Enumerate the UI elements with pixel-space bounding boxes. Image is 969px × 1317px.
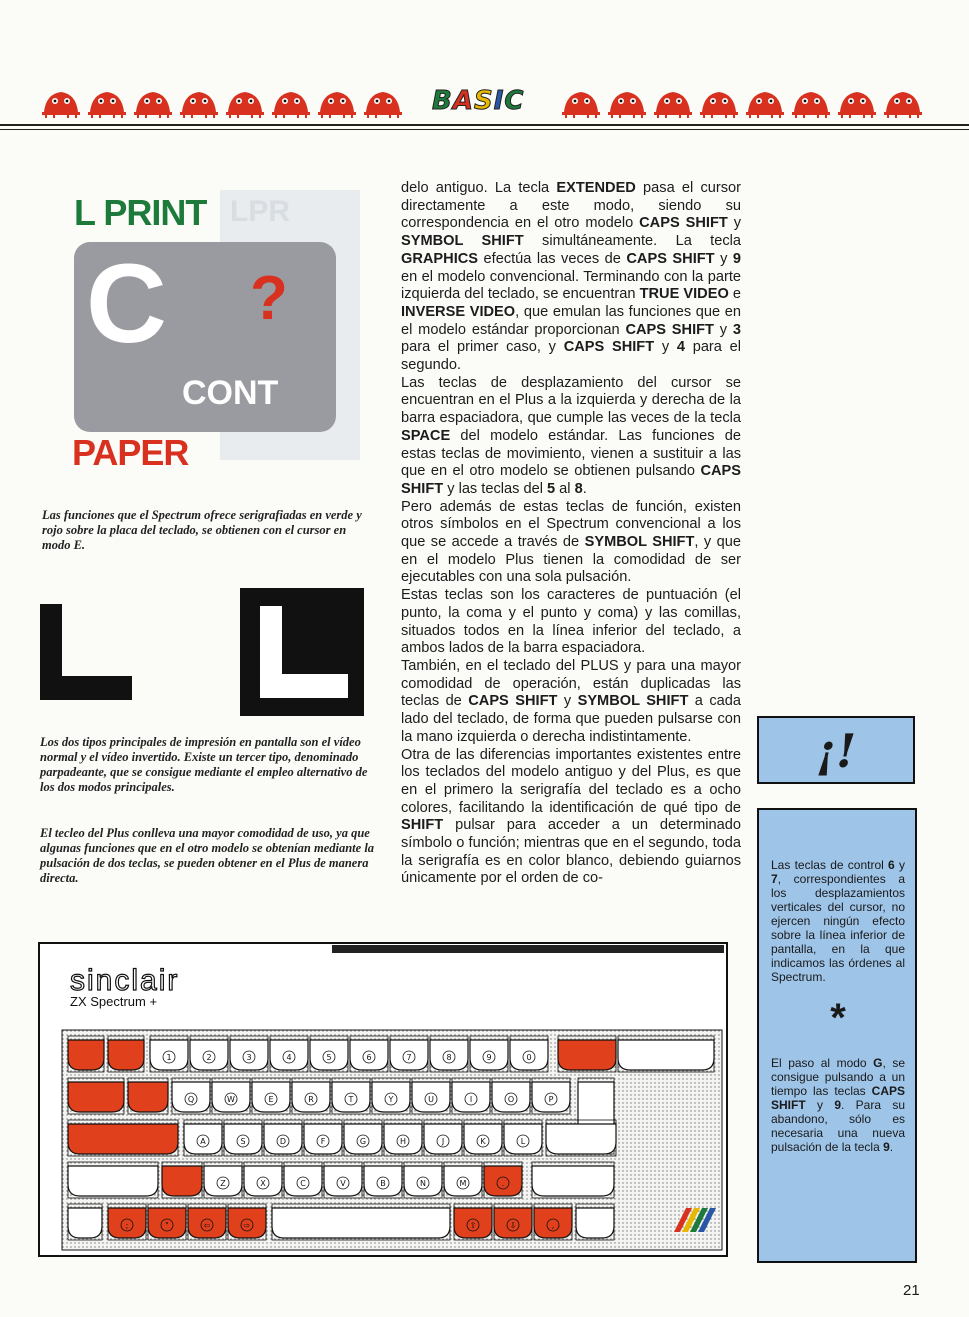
extend-key	[68, 1120, 178, 1156]
paragraph: Pero además de estas teclas de función, existen otros símbolos en el Spectrum convencional a los que se accede a través de SYMBOL SHIFT, y que en el modelo Plus tienen la comodidad de ser ejecutables con una sola pulsación.	[401, 498, 741, 586]
letter-key	[384, 1120, 422, 1156]
key-name: 8	[574, 480, 583, 497]
key-label: E	[268, 1095, 274, 1104]
sidebar-title: ¡!	[815, 724, 857, 778]
letter-key	[204, 1162, 242, 1198]
key-name: 9	[732, 250, 742, 267]
cursor-right-key	[228, 1204, 266, 1240]
key-label: ⇧	[469, 1221, 477, 1230]
key-label: I	[469, 1095, 473, 1104]
paragraph: También, en el teclado del PLUS y para una mayor comodidad de operación, están duplicadas las teclas de CAPS SHIFT y SYMBOL SHIFT a cada lado del teclado, de forma que pueden pulsarse con la mano izquierda o derecha indistintamente.	[401, 657, 742, 745]
basic-logo	[432, 86, 524, 116]
crab-icon	[178, 86, 220, 118]
key-label: ,	[551, 1221, 555, 1230]
key-label: M	[459, 1179, 467, 1188]
caption-2: Los dos tipos principales de impresión en pantalla son el vídeo normal y el vídeo invertido. Existe un tercer tipo, denominado parpadeante, que se consigue mediante el empleo alternativo de los dos modos principales.	[40, 735, 368, 794]
key-label: ⇨	[243, 1221, 251, 1230]
asterisk-separator: *	[830, 996, 846, 1040]
key-name: GRAPHICS	[401, 250, 479, 267]
letter-key	[172, 1078, 210, 1114]
key-label: B	[380, 1179, 386, 1188]
semicolon-key	[108, 1204, 146, 1240]
logo-letter: A	[452, 86, 474, 116]
l-normal-video	[40, 604, 132, 700]
letter-key	[224, 1120, 262, 1156]
paragraph: Otra de las diferencias importantes existentes entre los teclados del modelo antiguo y del Plus, es que en el primero la serigrafía del teclado es a ocho colores, facilitando la identificación de qué tipo de SHIFT pulsar para acceder a un determinado símbolo o función; mientras que en el segundo, toda la serigrafía es en color blanco, debiendo guiarnos únicamente por el orden de co-	[401, 746, 741, 887]
l-inverse-video	[240, 588, 364, 716]
key-name: CAPS SHIFT	[625, 321, 714, 338]
logo-letter: C	[504, 86, 525, 116]
key-label: P	[548, 1095, 554, 1104]
key-name: CAPS SHIFT	[639, 215, 728, 232]
cont-label: CONT	[182, 374, 279, 412]
letter-key	[452, 1078, 490, 1114]
crab-icon	[560, 86, 602, 118]
crab-icon	[790, 86, 832, 118]
header-rule	[0, 124, 969, 126]
key-name: CAPS SHIFT	[468, 693, 558, 710]
key-label: 0	[526, 1053, 532, 1062]
letter-key	[184, 1120, 222, 1156]
key-name: 9	[834, 1098, 841, 1112]
paragraph: Las teclas de desplazamiento del cursor se encuentran en el Plus a la izquierda y derecha de la barra espaciadora, que cumple las veces de la tecla SPACE del modelo estándar. Las funciones de estas teclas de movimiento, vienen a sustituir a las que en el otro modelo se obtienen pulsando CAPS SHIFT y las teclas del 5 al 8.	[401, 374, 741, 497]
letter-key	[444, 1162, 482, 1198]
key-label: 5	[326, 1053, 332, 1062]
letter-key	[292, 1078, 330, 1114]
crab-icon	[86, 86, 128, 118]
key-label: N	[420, 1179, 426, 1188]
letter-key	[492, 1078, 530, 1114]
key-name: 3	[732, 321, 741, 338]
delete-key	[618, 1036, 714, 1072]
letter-key	[484, 1162, 522, 1198]
model-label: ZX Spectrum +	[70, 994, 158, 1009]
key-label: D	[279, 1137, 287, 1146]
letter-key	[304, 1120, 342, 1156]
key-label: 1	[166, 1053, 172, 1062]
key-name: CAPS SHIFT	[771, 1084, 905, 1112]
key-name: SYMBOL SHIFT	[584, 534, 695, 551]
crab-icon	[606, 86, 648, 118]
cursor-up-key	[454, 1204, 492, 1240]
key-label: 6	[366, 1053, 372, 1062]
article-body	[401, 180, 741, 888]
letter-key	[244, 1162, 282, 1198]
key-name: INVERSE VIDEO	[401, 303, 516, 320]
logo-letter: S	[473, 86, 494, 116]
key-name: 9	[883, 1140, 890, 1154]
number-key	[510, 1036, 548, 1072]
key-label: K	[480, 1137, 486, 1146]
extend-mode-key	[128, 1078, 168, 1114]
crab-border-left	[40, 86, 404, 118]
crab-icon	[270, 86, 312, 118]
cursor-down-key	[494, 1204, 532, 1240]
letter-key	[264, 1120, 302, 1156]
number-key	[310, 1036, 348, 1072]
crab-icon	[652, 86, 694, 118]
letter-key	[504, 1120, 542, 1156]
edit-key	[162, 1162, 202, 1198]
letter-key	[324, 1162, 362, 1198]
caption-1: Las funciones que el Spectrum ofrece serigrafiadas en verde y rojo sobre la placa del teclado, se obtienen con el cursor en modo E.	[42, 508, 362, 552]
key-label: 8	[446, 1053, 452, 1062]
key-name: 4	[676, 339, 685, 356]
key-label: T	[348, 1095, 354, 1104]
key-label: ;	[125, 1221, 129, 1230]
key-illustration	[70, 190, 370, 473]
true-video-key	[68, 1036, 104, 1072]
key-label: G	[359, 1137, 367, 1146]
key-label: 2	[206, 1053, 212, 1062]
number-key	[150, 1036, 188, 1072]
quote-key	[148, 1204, 186, 1240]
number-key	[350, 1036, 388, 1072]
key-label: 7	[406, 1053, 412, 1062]
crab-icon	[132, 86, 174, 118]
key-name: TRUE VIDEO	[639, 286, 729, 303]
sidebar-title-box	[757, 716, 915, 784]
crab-icon	[836, 86, 878, 118]
letter-key	[252, 1078, 290, 1114]
lprint-label: L PRINT	[74, 192, 207, 233]
key-label: W	[227, 1095, 235, 1104]
caption-3: El tecleo del Plus conlleva una mayor comodidad de uso, ya que algunas funciones que en el otro modelo se obtenían mediante la pulsación de dos teclas, se pueden obtener en el Plus de manera directa.	[40, 826, 375, 885]
key-name: CAPS SHIFT	[401, 463, 741, 497]
letter-key	[424, 1120, 462, 1156]
number-key	[230, 1036, 268, 1072]
header-rule-thin	[0, 129, 969, 130]
sidebar-note-2: El paso al modo G, se consigue pulsando a un tiempo las teclas CAPS SHIFT y 9. Para su abandono, sólo es necesaria una nueva pulsación de la tecla 9.	[771, 1056, 905, 1154]
break-key	[558, 1036, 616, 1072]
page-number: 21	[903, 1282, 920, 1299]
cursor-left-key	[188, 1204, 226, 1240]
ghost-text: LPR	[230, 195, 290, 228]
letter-key	[364, 1162, 402, 1198]
caps-shift-key	[68, 1162, 158, 1198]
key-label: S	[240, 1137, 246, 1146]
symbol-shift-key-right	[576, 1204, 614, 1240]
number-key	[470, 1036, 508, 1072]
key-label: 4	[286, 1053, 292, 1062]
key-label: 3	[246, 1053, 252, 1062]
key-name: SYMBOL SHIFT	[401, 233, 524, 250]
keyboard-brand-logo	[70, 964, 179, 997]
space-bar	[272, 1204, 450, 1240]
logo-letter: I	[493, 86, 505, 116]
sinclair-logo: sinclair	[70, 964, 180, 997]
number-key	[390, 1036, 428, 1072]
key-symbol: ?	[250, 264, 288, 333]
key-label: O	[507, 1095, 515, 1104]
key-label: ⇦	[203, 1221, 211, 1230]
enter-key-lower	[546, 1120, 616, 1156]
key-label: V	[340, 1179, 346, 1188]
key-name: 5	[547, 480, 556, 497]
key-label: Q	[187, 1095, 195, 1104]
key-name: SYMBOL SHIFT	[577, 693, 689, 710]
sidebar-note-1: Las teclas de control 6 y 7, correspondientes a los desplazamientos verticales del cursor, no ejercen ningún efecto sobre la línea inferior de pantalla, en la que indicamos las órdenes al Spectrum.	[771, 858, 905, 984]
key-label: L	[520, 1137, 526, 1146]
letter-key	[404, 1162, 442, 1198]
key-label: U	[428, 1095, 434, 1104]
key-label: F	[320, 1137, 326, 1146]
key-name: SHIFT	[401, 817, 444, 834]
key-name: EXTENDED	[556, 180, 636, 196]
key-name: 6	[888, 858, 895, 872]
key-label: Z	[220, 1179, 226, 1188]
number-key	[190, 1036, 228, 1072]
letter-key	[344, 1120, 382, 1156]
crab-border-right	[560, 86, 924, 118]
crab-icon	[224, 86, 266, 118]
graphics-key	[68, 1078, 124, 1114]
crab-icon	[698, 86, 740, 118]
letter-key	[212, 1078, 250, 1114]
paragraph: Estas teclas son los caracteres de puntuación (el punto, la coma y el punto y coma) y las comillas, situados todos en la línea inferior del teclado, a ambos lados de la barra espaciadora.	[401, 587, 741, 657]
key-label: "	[165, 1221, 169, 1230]
number-key	[270, 1036, 308, 1072]
key-label: X	[260, 1179, 266, 1188]
key-name: SPACE	[401, 427, 451, 444]
inverse-video-key	[108, 1036, 144, 1072]
key-label: J	[441, 1137, 445, 1146]
crab-icon	[40, 86, 82, 118]
sidebar-note-box	[757, 808, 917, 1263]
key-name: G	[873, 1056, 883, 1070]
key-label: ⇩	[509, 1221, 517, 1230]
number-key	[430, 1036, 468, 1072]
letter-key	[332, 1078, 370, 1114]
letter-key	[532, 1078, 570, 1114]
letter-key	[372, 1078, 410, 1114]
crab-icon	[316, 86, 358, 118]
key-name: CAPS SHIFT	[626, 250, 715, 267]
letter-key	[412, 1078, 450, 1114]
key-label: H	[399, 1137, 407, 1146]
key-label: A	[200, 1137, 206, 1146]
logo-letter: B	[432, 86, 453, 116]
paper-label: PAPER	[72, 432, 189, 473]
ventilation-strip	[332, 945, 724, 953]
letter-key	[284, 1162, 322, 1198]
key-name: 7	[771, 872, 778, 886]
zx-spectrum-plus-keyboard	[38, 942, 728, 1257]
key-label: Y	[388, 1095, 394, 1104]
key-label: C	[300, 1179, 306, 1188]
crab-icon	[744, 86, 786, 118]
paragraph: delo antiguo. La tecla EXTENDED pasa el cursor directamente a este modo, siendo su correspondencia en el otro modelo CAPS SHIFT y SYMBOL SHIFT simultáneamente. La tecla GRAPHICS efectúa las veces de CAPS SHIFT y 9 en el modelo convencional. Terminando con la parte izquierda del teclado, se encuentran TRUE VIDEO e INVERSE VIDEO, que emulan las funciones que en el modelo estándar proporcionan CAPS SHIFT y 3 para el primer caso, y CAPS SHIFT y 4 para el segundo.	[401, 180, 742, 374]
comma-key	[534, 1204, 572, 1240]
page-header	[0, 80, 969, 136]
key-label: .	[501, 1179, 505, 1188]
key-name: CAPS SHIFT	[563, 339, 655, 356]
key-letter: C	[86, 241, 167, 366]
symbol-shift-key	[68, 1204, 102, 1240]
key-label: 9	[486, 1053, 492, 1062]
caps-shift-key-right	[532, 1162, 614, 1198]
crab-icon	[882, 86, 924, 118]
crab-icon	[362, 86, 404, 118]
letter-key	[464, 1120, 502, 1156]
key-label: R	[308, 1095, 314, 1104]
